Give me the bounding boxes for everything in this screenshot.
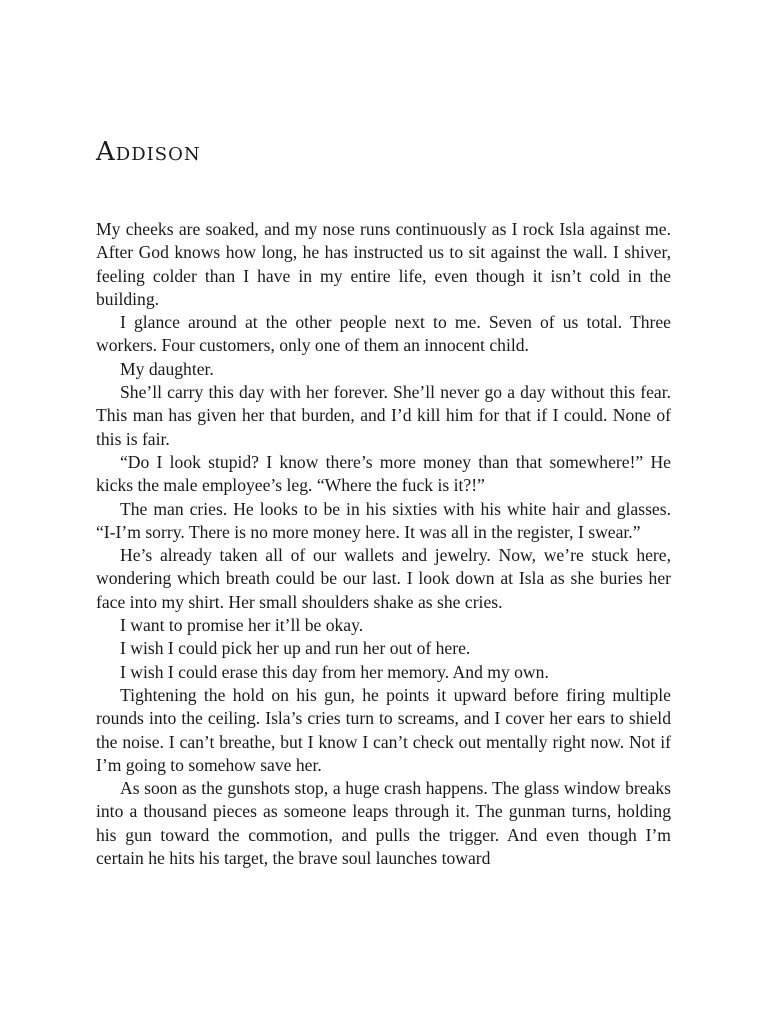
paragraph: As soon as the gunshots stop, a huge crash happens. The glass window breaks into a thousand pieces as someone leaps through it. The gunman turns, holding his gun toward the commotion, and pulls the trigger. And even though I’m certain he hits his target, the brave soul launches toward [96,778,671,869]
paragraph: I wish I could erase this day from her memory. And my own. [120,661,549,682]
chapter-title: Addison [96,137,201,167]
book-page [96,0,671,1024]
paragraph: The man cries. He looks to be in his sixties with his white hair and glasses. “I-I’m sorry. There is no more money here. It was all in the register, I swear.” [96,498,671,542]
paragraph: I glance around at the other people next to me. Seven of us total. Three workers. Four customers, only one of them an innocent child. [96,312,671,356]
paragraph: My daughter. [120,358,214,379]
paragraph: She’ll carry this day with her forever. She’ll never go a day without this fear. This man has given her that burden, and I’d kill him for that if I could. None of this is fair. [96,382,671,449]
paragraph: “Do I look stupid? I know there’s more money than that somewhere!” He kicks the male employee’s leg. “Where the fuck is it?!” [96,451,671,496]
paragraph: I wish I could pick her up and run her out of here. [120,638,471,659]
chapter-body [96,218,671,870]
paragraph: He’s already taken all of our wallets and jewelry. Now, we’re stuck here, wondering which breath could be our last. I look down at Isla as she buries her face into my shirt. Her small shoulders shake as she cries. [96,545,671,612]
paragraph: I want to promise her it’ll be okay. [120,615,364,636]
paragraph: My cheeks are soaked, and my nose runs continuously as I rock Isla against me. After God knows how long, he has instructed us to sit against the wall. I shiver, feeling colder than I have in my entire life, even though it isn’t cold in the building. [96,219,671,309]
paragraph: Tightening the hold on his gun, he points it upward before firing multiple rounds into the ceiling. Isla’s cries turn to screams, and I cover her ears to shield the noise. I can’t breathe, but I know I can’t check out mentally right now. Not if I’m going to somehow save her. [96,684,671,775]
